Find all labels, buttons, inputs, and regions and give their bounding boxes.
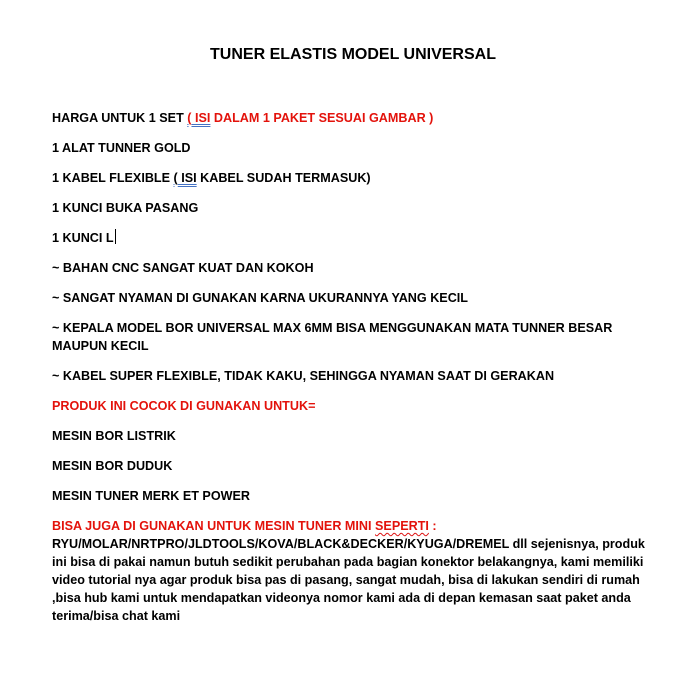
- item-text: 1 KUNCI L: [52, 231, 114, 245]
- paren-open: (: [187, 111, 192, 125]
- price-text: HARGA UNTUK 1 SET: [52, 111, 188, 125]
- price-line: [52, 109, 652, 127]
- item-line: 1 KUNCI BUKA PASANG: [52, 201, 199, 215]
- isi-word: ISI: [191, 111, 211, 125]
- seperti-word: SEPERTI: [375, 519, 429, 533]
- closing-paragraph: RYU/MOLAR/NRTPRO/JLDTOOLS/KOVA/BLACK&DECKER/KYUGA/DREMEL dll sejenisnya, produk ini bisa di pakai namun butuh sedikit perubahan pada bagian konektor belakangnya, kami memiliki video tutorial nya agar produk bisa pas di pasang, sangat mudah, bisa di lakukan sendiri di rumah ,bisa hub kami untuk mendapatkan videonya nomor kami ada di depan kemasan saat paket anda terima/bisa chat kami: [52, 537, 645, 623]
- feature-line: ~ BAHAN CNC SANGAT KUAT DAN KOKOH: [52, 261, 314, 275]
- feature-line: ~ KEPALA MODEL BOR UNIVERSAL MAX 6MM BISA MENGGUNAKAN MATA TUNNER BESAR MAUPUN KECIL: [52, 321, 613, 353]
- use-line: MESIN TUNER MERK ET POWER: [52, 489, 251, 503]
- use-line: MESIN BOR LISTRIK: [52, 429, 176, 443]
- item-line: [52, 169, 652, 187]
- item-line: 1 ALAT TUNNER GOLD: [52, 141, 191, 155]
- heading-text: BISA JUGA DI GUNAKAN UNTUK MESIN TUNER MINI: [52, 519, 376, 533]
- document-body: [52, 109, 652, 625]
- text-cursor: [115, 229, 116, 244]
- item-line: [52, 229, 652, 247]
- price-red-note: [187, 111, 433, 125]
- heading-text: :: [428, 519, 437, 533]
- item-text: KABEL SUDAH TERMASUK): [196, 171, 371, 185]
- document-title: TUNER ELASTIS MODEL UNIVERSAL: [210, 46, 496, 63]
- feature-line: ~ SANGAT NYAMAN DI GUNAKAN KARNA UKURANNYA YANG KECIL: [52, 291, 468, 305]
- item-text: 1 KABEL FLEXIBLE: [52, 171, 174, 185]
- price-red-rest: DALAM 1 PAKET SESUAI GAMBAR ): [210, 111, 434, 125]
- mini-tuner-heading: [52, 517, 652, 535]
- feature-line: ~ KABEL SUPER FLEXIBLE, TIDAK KAKU, SEHINGGA NYAMAN SAAT DI GERAKAN: [52, 369, 555, 383]
- use-line: MESIN BOR DUDUK: [52, 459, 173, 473]
- isi-word: ISI: [177, 171, 197, 185]
- paren-open: (: [173, 171, 178, 185]
- suitable-heading: PRODUK INI COCOK DI GUNAKAN UNTUK=: [52, 399, 316, 413]
